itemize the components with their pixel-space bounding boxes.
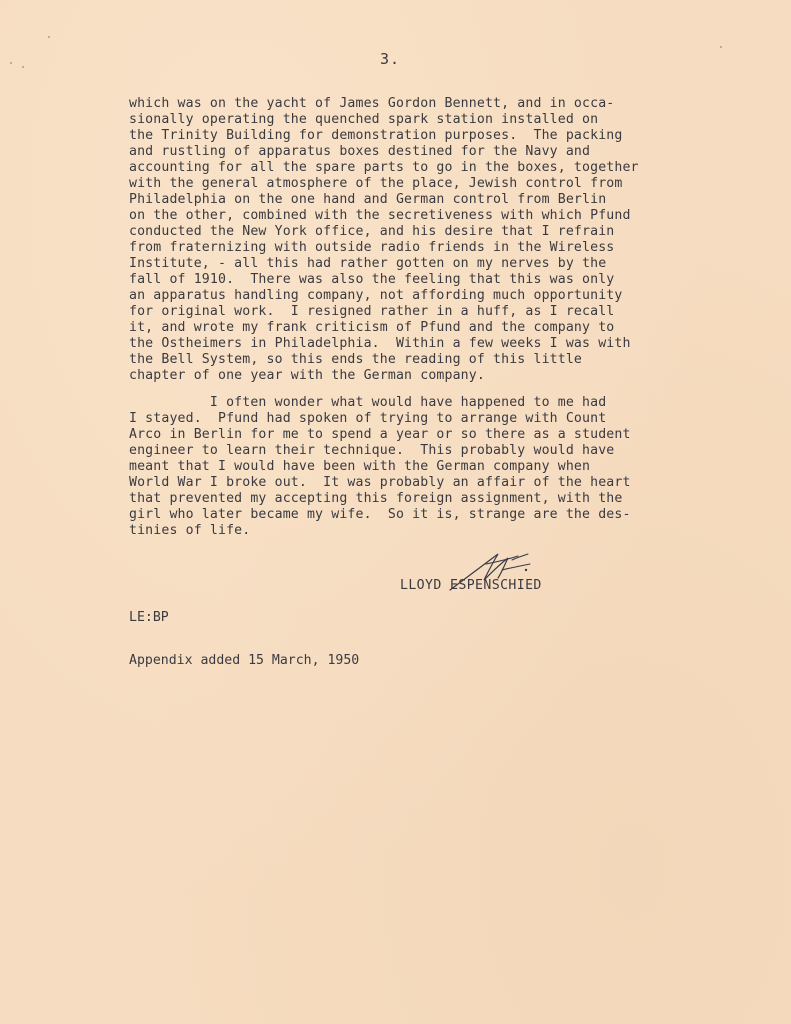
text-line: on the other, combined with the secretiveness with which Pfund xyxy=(129,208,631,223)
paper-speck xyxy=(10,62,12,64)
text-line: the Ostheimers in Philadelphia. Within a few weeks I was with xyxy=(129,336,631,351)
text-line: Arco in Berlin for me to spend a year or so there as a student xyxy=(129,427,631,442)
text-line: with the general atmosphere of the place, Jewish control from xyxy=(129,176,623,191)
text-line: engineer to learn their technique. This probably would have xyxy=(129,443,615,458)
typist-initials: LE:BP xyxy=(129,610,169,625)
text-line: chapter of one year with the German company. xyxy=(129,368,485,383)
paper-speck xyxy=(720,46,722,48)
page-number: 3. xyxy=(380,50,401,68)
text-line: the Bell System, so this ends the reading of this little xyxy=(129,352,583,367)
text-line: that prevented my accepting this foreign assignment, with the xyxy=(129,491,623,506)
text-line: an apparatus handling company, not affording much opportunity xyxy=(129,288,623,303)
paper-speck xyxy=(22,66,24,68)
text-line: for original work. I resigned rather in a huff, as I recall xyxy=(129,304,615,319)
text-line: from fraternizing with outside radio friends in the Wireless xyxy=(129,240,615,255)
text-line: and rustling of apparatus boxes destined for the Navy and xyxy=(129,144,591,159)
signature-name: LLOYD ESPENSCHIED xyxy=(400,578,542,593)
paper-speck xyxy=(48,36,50,38)
appendix-note: Appendix added 15 March, 1950 xyxy=(129,653,360,668)
text-line: Philadelphia on the one hand and German control from Berlin xyxy=(129,192,607,207)
text-line: girl who later became my wife. So it is, strange are the des- xyxy=(129,507,631,522)
text-line: it, and wrote my frank criticism of Pfund and the company to xyxy=(129,320,615,335)
text-line: Institute, - all this had rather gotten on my nerves by the xyxy=(129,256,607,271)
text-line: I often wonder what would have happened to me had xyxy=(129,395,607,410)
text-line: World War I broke out. It was probably an affair of the heart xyxy=(129,475,631,490)
text-line: sionally operating the quenched spark station installed on xyxy=(129,112,599,127)
text-line: accounting for all the spare parts to go in the boxes, together xyxy=(129,160,639,175)
text-line: the Trinity Building for demonstration purposes. The packing xyxy=(129,128,623,143)
text-line: tinies of life. xyxy=(129,523,251,538)
text-line: I stayed. Pfund had spoken of trying to arrange with Count xyxy=(129,411,607,426)
text-line: fall of 1910. There was also the feeling that this was only xyxy=(129,272,615,287)
text-line: meant that I would have been with the German company when xyxy=(129,459,591,474)
text-line: which was on the yacht of James Gordon Bennett, and in occa- xyxy=(129,96,615,111)
text-line: conducted the New York office, and his desire that I refrain xyxy=(129,224,615,239)
